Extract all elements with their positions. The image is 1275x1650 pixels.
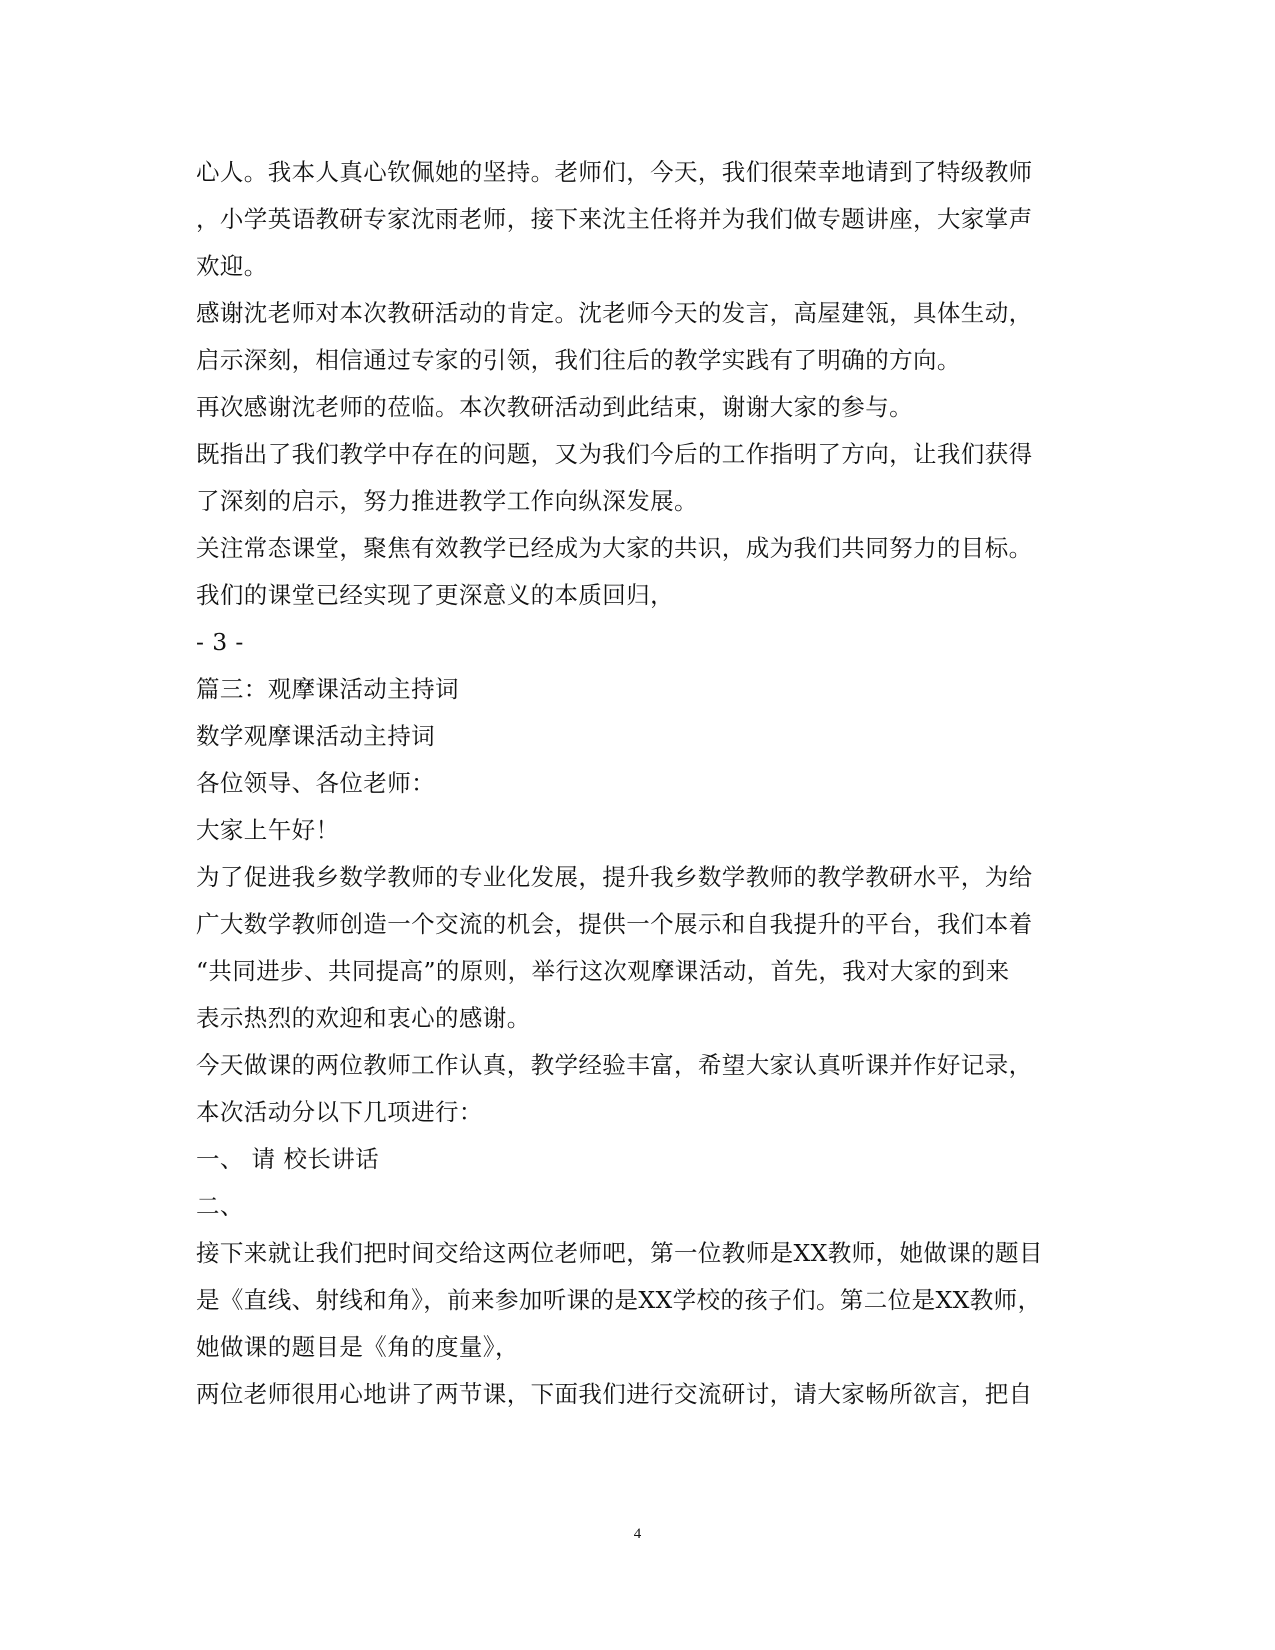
greeting: 大家上午好！ xyxy=(196,816,340,844)
agenda-item-1: 一、 请 校长讲话 xyxy=(196,1145,380,1173)
text-line: 她做课的题目是《角的度量》， xyxy=(196,1333,519,1361)
text-line: 关注常态课堂，聚焦有效教学已经成为大家的共识，成为我们共同努力的目标。 xyxy=(196,534,1033,562)
text-line: 今天做课的两位教师工作认真，教学经验丰富，希望大家认真听课并作好记录， xyxy=(196,1051,1033,1079)
text-line: 我们的课堂已经实现了更深意义的本质回归， xyxy=(196,581,674,609)
text-line: 本次活动分以下几项进行： xyxy=(196,1098,483,1126)
text-line: 接下来就让我们把时间交给这两位老师吧，第一位教师是XX教师，她做课的题目 xyxy=(196,1239,1043,1267)
inner-page-marker: - 3 - xyxy=(196,628,244,656)
text-line: 既指出了我们教学中存在的问题，又为我们今后的工作指明了方向，让我们获得 xyxy=(196,440,1033,468)
text-line: 了深刻的启示，努力推进教学工作向纵深发展。 xyxy=(196,487,698,515)
text-line: 为了促进我乡数学教师的专业化发展，提升我乡数学教师的教学教研水平，为给 xyxy=(196,863,1033,891)
salutation: 各位领导、各位老师： xyxy=(196,769,435,797)
text-line: 再次感谢沈老师的莅临。本次教研活动到此结束，谢谢大家的参与。 xyxy=(196,393,913,421)
text-line: 是《直线、射线和角》，前来参加听课的是XX学校的孩子们。第二位是XX教师， xyxy=(196,1286,1042,1314)
text-line: 启示深刻，相信通过专家的引领，我们往后的教学实践有了明确的方向。 xyxy=(196,346,961,374)
text-line: 感谢沈老师对本次教研活动的肯定。沈老师今天的发言，高屋建瓴，具体生动， xyxy=(196,299,1033,327)
section-heading: 篇三：观摩课活动主持词 xyxy=(196,675,459,703)
text-line: 表示热烈的欢迎和衷心的感谢。 xyxy=(196,1004,531,1032)
page-number: 4 xyxy=(633,1526,642,1542)
document-title: 数学观摩课活动主持词 xyxy=(196,722,435,750)
text-line: 心人。我本人真心钦佩她的坚持。老师们，今天，我们很荣幸地请到了特级教师 xyxy=(196,158,1033,186)
agenda-item-2: 二、 xyxy=(196,1192,244,1220)
text-line: 欢迎。 xyxy=(196,252,268,280)
text-line: “共同进步、共同提高”的原则，举行这次观摩课活动，首先，我对大家的到来 xyxy=(196,957,1010,985)
text-line: ，小学英语教研专家沈雨老师，接下来沈主任将并为我们做专题讲座，大家掌声 xyxy=(196,205,1033,233)
text-line: 两位老师很用心地讲了两节课，下面我们进行交流研讨，请大家畅所欲言，把自 xyxy=(196,1380,1033,1408)
text-line: 广大数学教师创造一个交流的机会，提供一个展示和自我提升的平台，我们本着 xyxy=(196,910,1033,938)
